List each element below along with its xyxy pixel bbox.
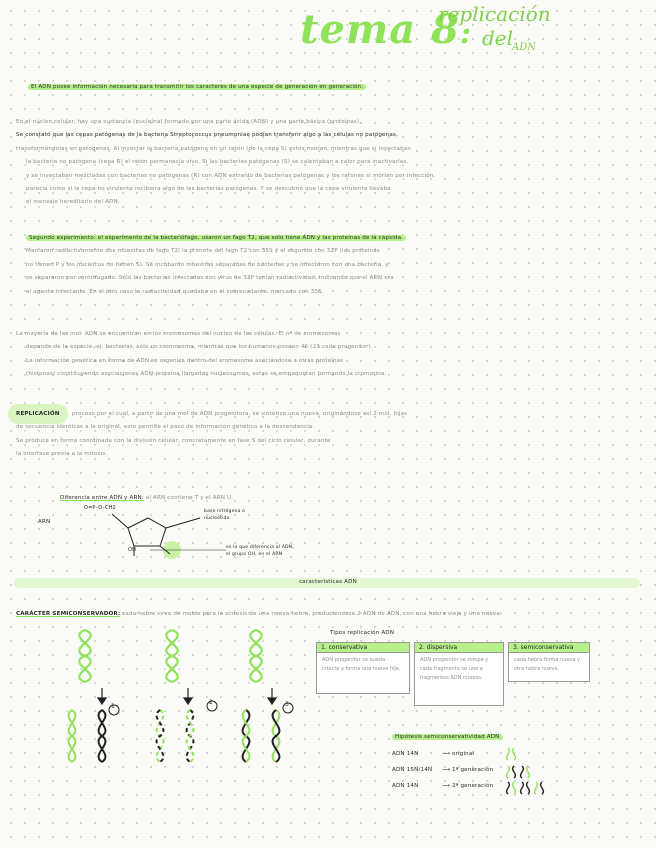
ribose-structure-diagram: [30, 504, 310, 574]
text-line: el agente infectante. En el otro caso la radiactividad quedaba en el sobrenadante, marcado con 35S.: [26, 288, 324, 295]
type-text: ADN progenitor se rompe y cada fragmento se une a fragmentos ADN nuevos.: [420, 657, 489, 681]
text-line: La mayoría de las mol. ADN se encuentran en los cromosomas del núcleo de las células. El nº de cromosomas: [16, 331, 341, 337]
hypotheses-title: Hipótesis semiconservatividad ADN: [392, 731, 503, 744]
text-line: La información genética en forma de ADN se organiza dentro del cromosoma asociándose a otras proteínas: [26, 357, 344, 364]
text-line: Marcaron radiactivamente dos muestras de fago T2, la primera del fago T2 con 35S y el segundo con 32P (las proteínas: [26, 248, 380, 255]
type-label: 1. conservativa: [317, 643, 409, 653]
text-line: depende de la especie, ej: bacterias, sólo un cromosoma, mientras que los humanos poseen 46 (23 cada progenitor).: [26, 344, 373, 351]
helix-bottom-1: [69, 710, 106, 762]
text-line: la bacteria no patógena (cepa R) el ratón permanecía vivo. Si las bacterias patógenas (S) se calentaban a calor para inactivarlas,: [26, 159, 409, 166]
arn-label: ARN: [38, 519, 51, 525]
base-label: base nitrógena o nucleótido: [204, 509, 246, 521]
helix-bottom-2: [157, 710, 194, 762]
type-box-semiconservative: [508, 642, 590, 682]
title-sub-3: ADN: [512, 42, 536, 53]
title-sub-1: replicación: [438, 2, 551, 26]
text-line: Segundo experimento: el experimento de la bacteriófago, usaron un fago T2, que solo tiene ADN y las proteínas de la cápsida.: [26, 232, 646, 245]
intro-line: [28, 81, 648, 94]
text-line: (histonas) constituyendo asociaciones ADN-proteína llamadas nucleosomas, estas se empaquetan formando la cromatina.: [26, 371, 387, 378]
number-markers: [109, 701, 293, 715]
semiconservative-line: CARÁCTER SEMICONSERVADOR: cada hebra sirve de molde para la síntesis de una nueva hebra, produciéndose 2 ADN de ADN, con una hebra vieja y una nueva.: [16, 611, 502, 617]
marker-1: 1: [111, 703, 115, 710]
text-line: parecía como si la cepa no virulenta recibiera algo de las bacterias patógenas. Y se descubrió que la cepa virulenta llevaba: [26, 186, 391, 193]
down-arrows: [98, 688, 276, 704]
helix-top-3: [250, 630, 262, 682]
type-box-dispersive: [414, 642, 504, 706]
phosphate-label: O=P–O–CH2: [84, 505, 116, 511]
text-line: el mensaje hereditario del ADN.: [26, 199, 120, 206]
text-line: proceso por el cual, a partir de una mol de ADN progenitora, se sintetiza una nueva, originándose así 2 mol. hijas: [72, 411, 408, 417]
hypothesis-row: ADN 14N ⟶ original: [392, 751, 475, 757]
text-line: transformándolas en patógenas. Al inyectar la bacteria patógena en un ratón (de la cepa S) estos morían, mientras que si inyectaban: [16, 145, 412, 152]
helix-top-2: [166, 630, 178, 682]
mini-helices-icon: [504, 746, 564, 796]
characteristics-heading: características ADN: [299, 579, 357, 585]
type-text: cada hebra forma nueva y otra hebra nueva.: [514, 657, 581, 672]
replication-label: REPLICACIÓN: [16, 411, 60, 417]
title-main: tema 8:: [300, 6, 473, 53]
ribose-caption: es lo que diferencia al ADN, el grupo OH, en el ARN: [226, 545, 294, 557]
type-text: ADN progenitor se queda intacto y forma una nueva hija.: [322, 657, 401, 672]
difference-line: Diferencia entre ADN y ARN: el ARN contiene T y el ARN U.: [60, 495, 234, 501]
helix-top-1: [79, 630, 91, 682]
text-line: la interfase previa a la mitosis.: [16, 451, 108, 458]
hypothesis-row: ADN 15N/14N ⟶ 1ª generación: [392, 767, 494, 773]
title-sub-2: del: [482, 26, 514, 50]
genome-paragraph: [16, 328, 640, 382]
text-line: En el núcleo celular, hay una sustancia (nucleína) formada por una parte ácida (ADN) y una parte básica (proteínas).: [16, 119, 362, 125]
text-line: no tienen P y los nucleicos no tienen S). Se incubaron muestras separadas de bacterias y se infectaron con una bacteria, y: [26, 261, 389, 268]
griffith-paragraph: [16, 116, 640, 210]
text-line: y se inyectaban mezcladas con bacterias no patógenas (R) con ADN extraído de bacterias patógenas y los ratones sí morían por infección,: [26, 172, 436, 179]
helix-bottom-3: [243, 710, 280, 762]
type-label: 3. semiconservativa: [509, 643, 589, 653]
text-line: Se produce en forma coordinada con la división celular, concretamente en fase S del ciclo celular, durante: [16, 437, 331, 444]
oh-label: OH: [128, 547, 136, 553]
marker-3: 3: [285, 701, 289, 708]
marker-2: 2: [209, 699, 213, 706]
text-line: de secuencia idénticas a la original, esto permite el paso de información genética a la descendencia.: [16, 424, 315, 431]
text-line: Se constató que las cepas patógenas de la bacteria Streptococcus pneumoniae podían transferir algo a las células no patógenas,: [16, 132, 398, 139]
text-line: se separaron por centrifugado. Sólo las bacterias infectadas con virus de 32P tenían radiactividad, indicando que el ADN era: [26, 275, 394, 282]
hershey-paragraph: [26, 232, 640, 299]
type-label: 2. dispersiva: [415, 643, 503, 653]
type-box-conservative: [316, 642, 410, 694]
types-title: Tipos replicación ADN: [330, 630, 395, 636]
intro-text: El ADN posee información necesaria para transmitir los caracteres de una especie de generación en generación.: [28, 84, 366, 90]
replication-helices-diagram: [50, 626, 310, 766]
hypothesis-row: ADN 14N ⟶ 2ª generación: [392, 783, 494, 789]
